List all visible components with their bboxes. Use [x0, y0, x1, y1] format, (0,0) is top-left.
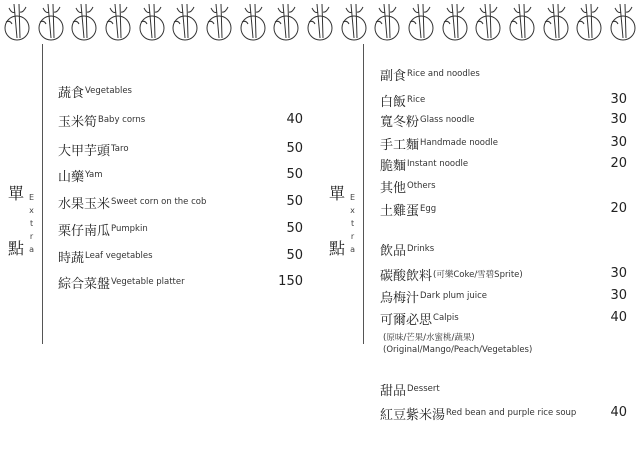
section-heading-en: Vegetables [85, 86, 132, 96]
item-name-zh: 碳酸飲料 [380, 268, 433, 284]
chopsticks-plate-icon [539, 2, 573, 42]
menu-item [58, 194, 206, 210]
side-title-bottom: 點 [329, 239, 346, 258]
item-name-en: Pumpkin [111, 224, 148, 234]
item-price: 40 [286, 112, 303, 127]
menu-item [58, 141, 129, 157]
chopsticks-plate-icon [135, 2, 169, 42]
item-price: 40 [610, 405, 627, 420]
chopsticks-plate-icon [168, 2, 202, 42]
item-name-zh: 脆麵 [380, 158, 407, 174]
menu-item [380, 266, 523, 282]
item-name-zh: 時蔬 [58, 250, 85, 266]
item-name-zh: 水果玉米 [58, 196, 111, 212]
item-price: 50 [286, 221, 303, 236]
extra-letter: E [350, 193, 356, 202]
chopsticks-plate-icon [202, 2, 236, 42]
menu-item [58, 167, 103, 183]
section-heading-en: Drinks [407, 244, 435, 254]
section-heading-en: Dessert [407, 384, 440, 394]
item-name-zh: 綜合菜盤 [58, 276, 111, 292]
item-name-zh: 烏梅汁 [380, 290, 420, 306]
section-heading-rice-noodles [380, 66, 480, 82]
item-price: 30 [610, 112, 627, 127]
item-name-en: Rice [407, 95, 426, 105]
chopsticks-plate-icon [303, 2, 337, 42]
item-name-en: Taro [111, 144, 129, 154]
item-name-en: Leaf vegetables [85, 251, 153, 261]
extra-letter: a [350, 245, 355, 254]
menu-item [380, 288, 487, 304]
section-heading-zh: 其他 [380, 180, 407, 196]
menu-item [380, 112, 475, 128]
flavor-note-en: (Original/Mango/Peach/Vegetables) [383, 345, 533, 355]
chopsticks-plate-icon [505, 2, 539, 42]
section-heading-others [380, 178, 436, 194]
chopsticks-plate-icon [101, 2, 135, 42]
side-title-top: 單 [329, 184, 346, 203]
section-heading-en: Rice and noodles [407, 69, 480, 79]
item-name-zh: 寬冬粉 [380, 114, 420, 130]
item-name-en: Vegetable platter [111, 277, 185, 287]
item-name-en: Egg [420, 204, 437, 214]
chopsticks-plate-icon [67, 2, 101, 42]
item-name-en: Red bean and purple rice soup [446, 408, 577, 418]
item-price: 50 [286, 167, 303, 182]
section-heading-zh: 飲品 [380, 243, 407, 259]
side-title-extra [29, 191, 34, 256]
chopsticks-plate-icon [471, 2, 505, 42]
extra-letter: r [29, 232, 34, 241]
extra-letter: x [29, 206, 34, 215]
menu-item [58, 221, 148, 237]
side-title-extra [350, 191, 355, 256]
chopsticks-plate-icon [337, 2, 371, 42]
flavor-note-zh: (原味/芒果/水蜜桃/蔬果) [383, 333, 475, 343]
section-heading-vegetables [58, 83, 132, 99]
chopsticks-plate-icon [269, 2, 303, 42]
item-name-en: Handmade noodle [420, 138, 498, 148]
item-price: 20 [610, 201, 627, 216]
chopsticks-plate-icon [34, 2, 68, 42]
item-name-en: Sweet corn on the cob [111, 197, 207, 207]
item-name-zh: 白飯 [380, 94, 407, 110]
chopsticks-plate-icon [0, 2, 34, 42]
item-name-zh: 可爾必思 [380, 312, 433, 328]
chopsticks-plate-icon [404, 2, 438, 42]
menu-item [380, 135, 498, 151]
item-price: 50 [286, 194, 303, 209]
menu-item [380, 310, 459, 326]
chopsticks-plate-icon [236, 2, 270, 42]
extra-letter: a [29, 245, 34, 254]
item-name-en: (可樂Coke/雪碧Sprite) [433, 270, 523, 280]
menu-item [58, 274, 185, 290]
item-name-en: Yam [85, 170, 103, 180]
item-name-zh: 玉米筍 [58, 114, 98, 130]
item-price: 150 [278, 274, 303, 289]
menu-item [58, 112, 145, 128]
flavor-note [383, 342, 532, 358]
menu-item [380, 156, 468, 172]
section-heading-zh: 甜品 [380, 383, 407, 399]
item-price: 30 [610, 266, 627, 281]
item-price: 40 [610, 310, 627, 325]
chopsticks-plate-icon [370, 2, 404, 42]
section-heading-dessert [380, 381, 440, 397]
item-name-zh: 紅豆紫米湯 [380, 407, 446, 423]
section-heading-zh: 蔬食 [58, 85, 85, 101]
extra-letter: E [29, 193, 35, 202]
item-name-zh: 栗仔南瓜 [58, 223, 111, 239]
chopsticks-plate-icon [606, 2, 640, 42]
side-title-top: 單 [8, 184, 25, 203]
item-name-en: Baby corns [98, 115, 146, 125]
extra-letter: x [350, 206, 355, 215]
chopsticks-plate-icon [572, 2, 606, 42]
item-name-zh: 山藥 [58, 169, 85, 185]
menu-item [380, 92, 425, 108]
extra-letter: t [350, 219, 355, 228]
right-divider-line [363, 44, 364, 344]
chopsticks-plate-icon [438, 2, 472, 42]
left-divider-line [42, 44, 43, 344]
item-name-en: Dark plum juice [420, 291, 488, 301]
section-heading-en: Others [407, 181, 436, 191]
item-name-en: Calpis [433, 313, 459, 323]
item-price: 30 [610, 288, 627, 303]
section-heading-drinks [380, 241, 434, 257]
menu-item [380, 405, 576, 421]
item-name-zh: 手工麵 [380, 137, 420, 153]
item-price: 50 [286, 141, 303, 156]
extra-letter: t [29, 219, 34, 228]
item-price: 30 [610, 92, 627, 107]
item-price: 20 [610, 156, 627, 171]
item-name-zh: 土雞蛋 [380, 203, 420, 219]
decorative-header-band [0, 0, 640, 44]
item-name-zh: 大甲芋頭 [58, 143, 111, 159]
side-title-bottom: 點 [8, 239, 25, 258]
menu-item [380, 201, 436, 217]
menu-item [58, 248, 153, 264]
item-name-en: Instant noodle [407, 159, 469, 169]
item-name-en: Glass noodle [420, 115, 475, 125]
item-price: 50 [286, 248, 303, 263]
item-price: 30 [610, 135, 627, 150]
extra-letter: r [350, 232, 355, 241]
section-heading-zh: 副食 [380, 68, 407, 84]
